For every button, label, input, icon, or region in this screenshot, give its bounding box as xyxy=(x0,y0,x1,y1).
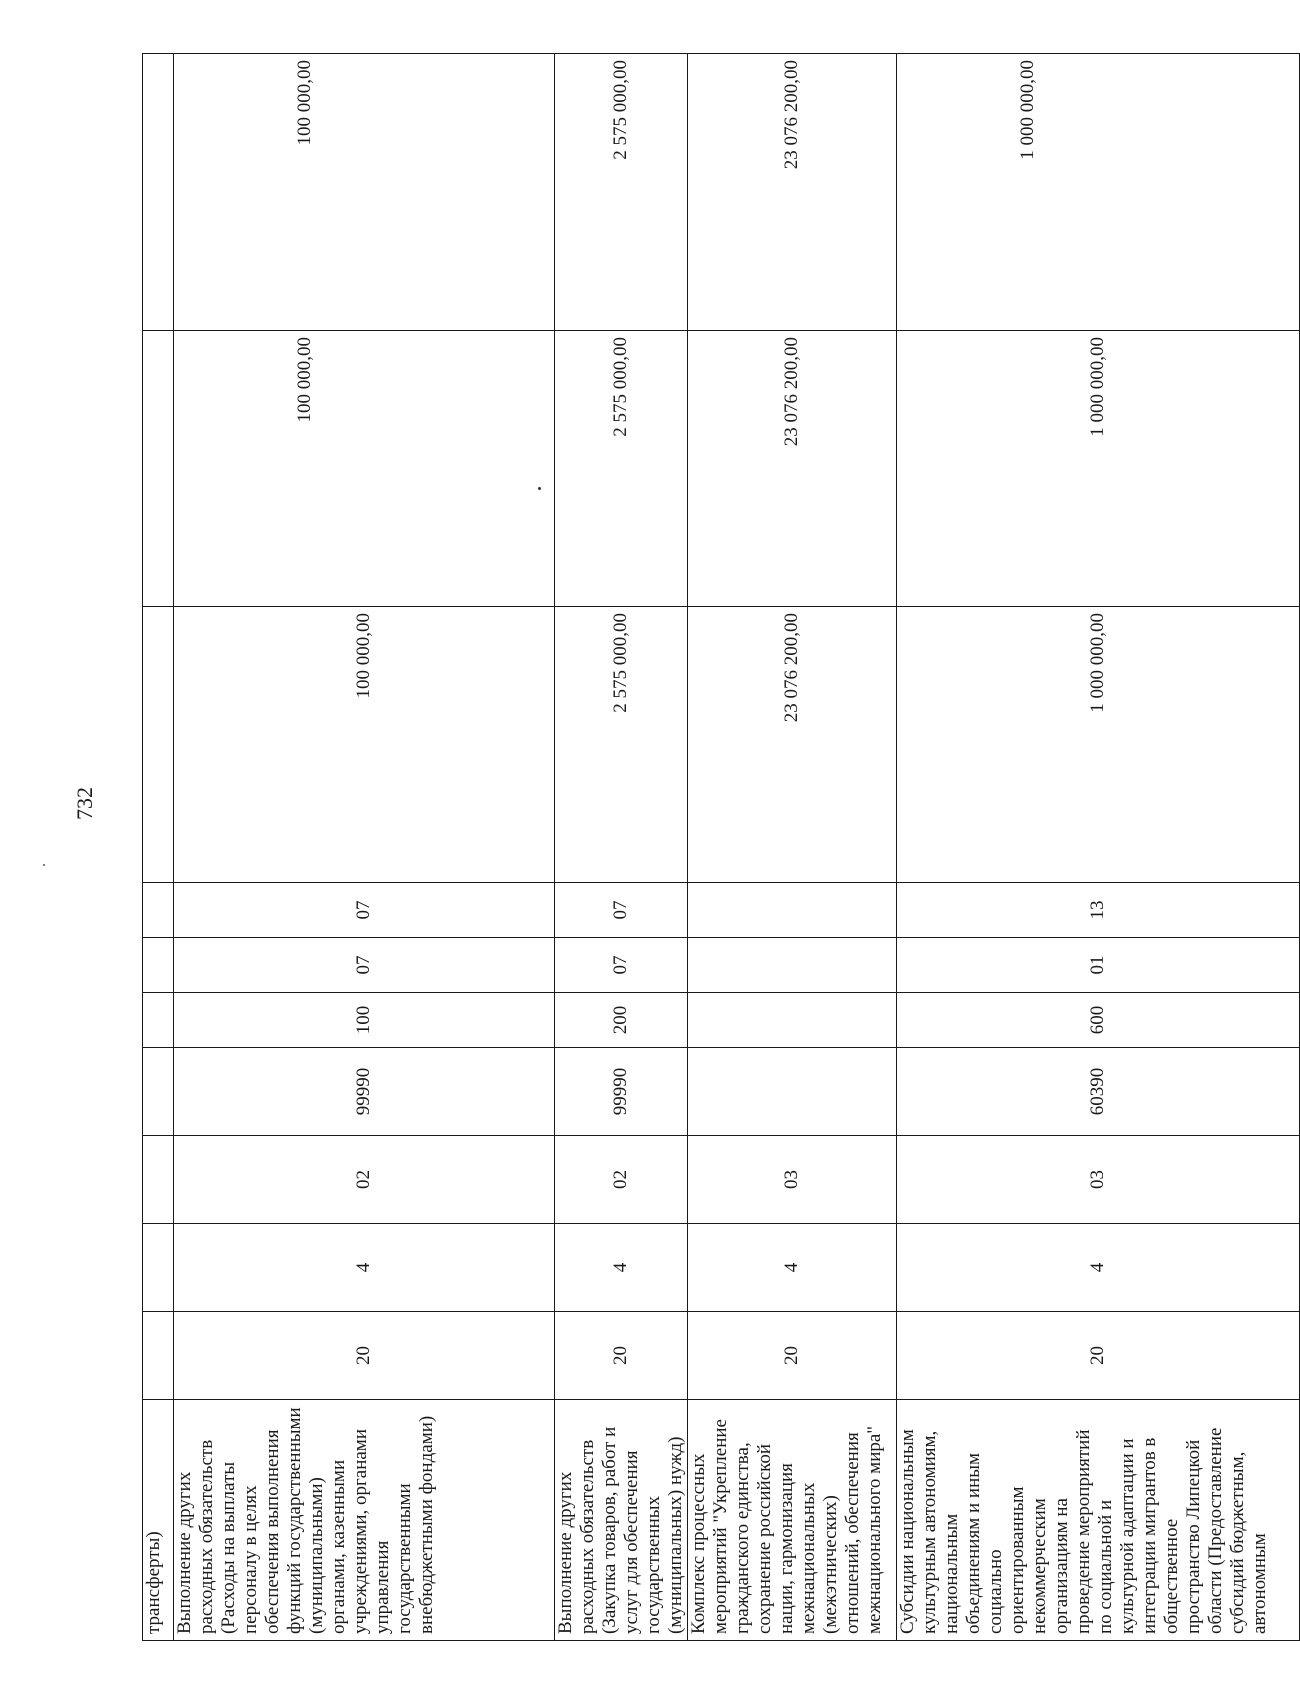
code-cell: 20 xyxy=(174,1312,555,1400)
code-cell: 99990 xyxy=(555,1048,688,1136)
code-cell xyxy=(688,993,897,1048)
table-row xyxy=(143,54,174,1641)
amount-cell: 23 076 200,00 xyxy=(688,331,897,607)
name-cell: Субсидии национальным культурным автономиям, национальным объединениям и иным социально ориентированным некоммерческим организациям на проведение мероприятий по социальной и культурной адаптации и интеграции мигрантов в общественное пространство Липецкой области (Предоставление субсидий бюджетным, автономным xyxy=(897,1400,1300,1641)
amount-cell: 2 575 000,00 xyxy=(555,331,688,607)
name-cell: Выполнение других расходных обязательств (Закупка товаров, работ и услуг для обеспечения государственных (муниципальных) нужд) xyxy=(555,1400,688,1641)
table-row xyxy=(555,54,688,1641)
amount-cell: 1 000 000,00 xyxy=(897,331,1300,607)
code-cell: 4 xyxy=(897,1224,1300,1312)
name-cell: Выполнение других расходных обязательств (Расходы на выплаты персоналу в целях обеспечения выполнения функций государственными (муниципальными) органами, казенными учреждениями, органами управления государственными внебюджетными фондами) xyxy=(174,1400,555,1641)
code-cell xyxy=(688,1048,897,1136)
page-number: 732 xyxy=(72,787,97,820)
code-cell: 99990 xyxy=(174,1048,555,1136)
table-row xyxy=(174,54,555,1641)
code-cell: 20 xyxy=(688,1312,897,1400)
code-cell: 20 xyxy=(555,1312,688,1400)
table-row xyxy=(688,54,897,1641)
code-cell: 01 xyxy=(897,938,1300,993)
code-cell: 20 xyxy=(897,1312,1300,1400)
rotated-page-content xyxy=(142,54,1270,1641)
amount-cell: 100 000,00 xyxy=(174,331,555,607)
code-cell: 02 xyxy=(555,1136,688,1224)
table-row xyxy=(897,54,1300,1641)
code-cell: 60390 xyxy=(897,1048,1300,1136)
code-cell: 02 xyxy=(174,1136,555,1224)
code-cell: 200 xyxy=(555,993,688,1048)
scan-speck xyxy=(43,864,45,866)
code-cell: 13 xyxy=(897,883,1300,938)
code-cell: 4 xyxy=(555,1224,688,1312)
amount-cell: 2 575 000,00 xyxy=(555,54,688,331)
code-cell xyxy=(688,938,897,993)
amount-cell: 100 000,00 xyxy=(174,607,555,883)
code-cell: 07 xyxy=(174,883,555,938)
amount-cell: 100 000,00 xyxy=(174,54,555,331)
budget-table xyxy=(142,53,1300,1641)
code-cell: 100 xyxy=(174,993,555,1048)
code-cell xyxy=(688,883,897,938)
amount-cell: 23 076 200,00 xyxy=(688,607,897,883)
amount-cell: 1 000 000,00 xyxy=(897,54,1300,331)
code-cell: 4 xyxy=(688,1224,897,1312)
code-cell: 07 xyxy=(555,938,688,993)
code-cell: 03 xyxy=(688,1136,897,1224)
code-cell: 4 xyxy=(174,1224,555,1312)
code-cell: 07 xyxy=(555,883,688,938)
amount-cell: 2 575 000,00 xyxy=(555,607,688,883)
code-cell: 03 xyxy=(897,1136,1300,1224)
name-cell: Комплекс процессных мероприятий "Укрепление гражданского единства, сохранение российской нации, гармонизация межнациональных (межэтнических) отношений, обеспечения межнационального мира" xyxy=(688,1400,897,1641)
name-cell: трансферты) xyxy=(143,1400,174,1641)
code-cell: 07 xyxy=(174,938,555,993)
amount-cell: 23 076 200,00 xyxy=(688,54,897,331)
code-cell: 600 xyxy=(897,993,1300,1048)
amount-cell: 1 000 000,00 xyxy=(897,607,1300,883)
